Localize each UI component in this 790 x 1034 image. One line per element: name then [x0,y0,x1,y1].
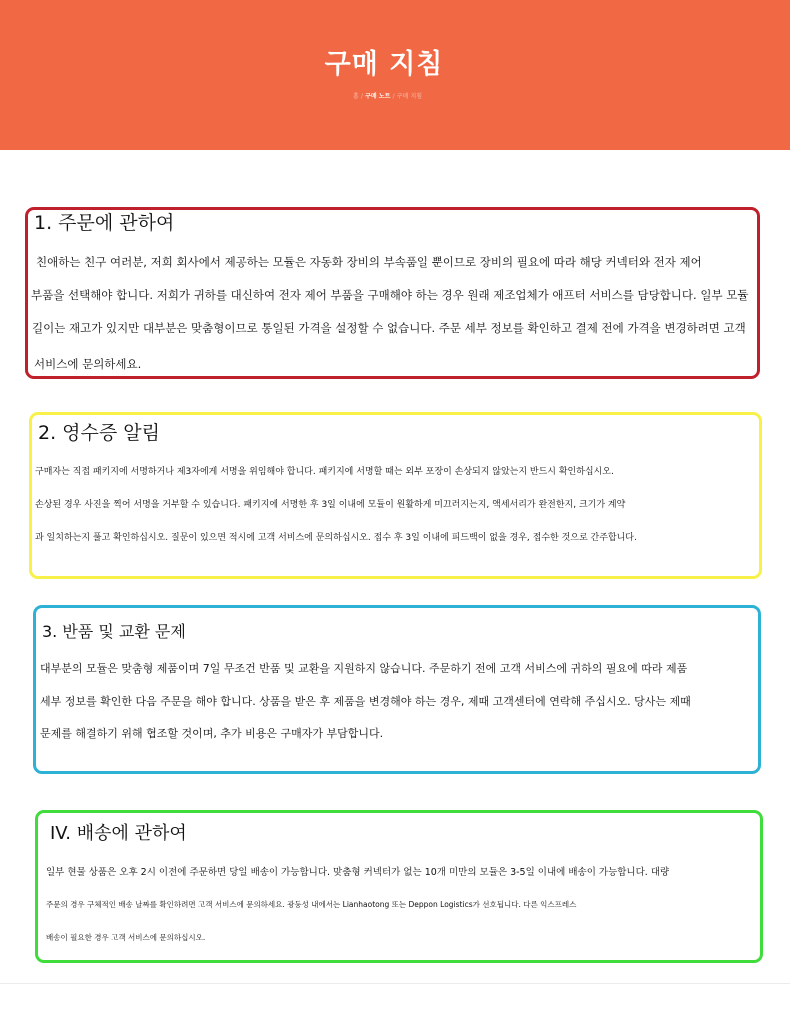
breadcrumb-separator: / [392,93,397,100]
section-returns-text-line: 대부분의 모듈은 맞춤형 제품이며 7일 무조건 반품 및 교환을 지원하지 않습니다. 주문하기 전에 고객 서비스에 귀하의 필요에 따라 제품 [40,662,688,675]
breadcrumb-separator: / [360,93,366,100]
breadcrumb-home-link[interactable]: 홈 [352,93,359,100]
section-returns-text-line: 세부 정보를 확인한 다음 주문을 해야 합니다. 상품을 받은 후 제품을 변경해야 하는 경우, 제때 고객센터에 연락해 주십시오. 당사는 제때 [40,695,691,708]
breadcrumb-current-link[interactable]: 구매 노트 [365,93,391,100]
section-shipping-text-line: 주문의 경우 구체적인 배송 날짜를 확인하려면 고객 서비스에 문의하세요. 광둥성 내에서는 Lianhaotong 또는 Deppon Logistics가 선호됩니다. 다른 익스프레스 [46,900,577,909]
section-receipt-text-line: 과 일치하는지 풀고 확인하십시오. 질문이 있으면 적시에 고객 서비스에 문의하십시오. 접수 후 3일 이내에 피드백이 없을 경우, 접수한 것으로 간주합니다. [35,533,637,543]
section-receipt-text-line: 구매자는 직접 패키지에 서명하거나 제3자에게 서명을 위임해야 합니다. 패키지에 서명할 때는 외부 포장이 손상되지 않았는지 반드시 확인하십시오. [35,467,614,477]
section-shipping-text-line: 일부 현물 상품은 오후 2시 이전에 주문하면 당일 배송이 가능합니다. 맞춤형 커넥터가 없는 10개 미만의 모듈은 3-5일 이내에 배송이 가능합니다. 대량 [46,867,670,878]
section-ordering-text-line: 친애하는 친구 여러분, 저희 회사에서 제공하는 모듈은 자동화 장비의 부속품일 뿐이므로 장비의 필요에 따라 해당 커넥터와 전자 제어 [36,255,702,269]
section-ordering-heading: 1. 주문에 관하여 [34,212,175,234]
section-shipping-heading: IV. 배송에 관하여 [50,823,187,844]
page-title: 구매 지침 [324,49,444,80]
section-ordering-text-line: 부품을 선택해야 합니다. 저희가 귀하를 대신하여 전자 제어 부품을 구매해야 하는 경우 원래 제조업체가 애프터 서비스를 담당합니다. 일부 모듈 [31,288,749,302]
section-shipping-text-line: 배송이 필요한 경우 고객 서비스에 문의하십시오. [46,933,206,942]
header-banner [0,0,790,150]
footer-divider [0,983,790,984]
section-returns-text-line: 문제를 해결하기 위해 협조할 것이며, 추가 비용은 구매자가 부담합니다. [40,727,384,740]
section-ordering-text-line: 길이는 재고가 있지만 대부분은 맞춤형이므로 통일된 가격을 설정할 수 없습니다. 주문 세부 정보를 확인하고 결제 전에 가격을 변경하려면 고객 [32,321,746,335]
section-returns-heading: 3. 반품 및 교환 문제 [42,622,186,641]
section-receipt-text-line: 손상된 경우 사진을 찍어 서명을 거부할 수 있습니다. 패키지에 서명한 후 3일 이내에 모듈이 원활하게 미끄러지는지, 액세서리가 완전한지, 크기가 계약 [35,500,626,510]
breadcrumb-trail: 구매 지침 [396,93,423,100]
section-receipt-heading: 2. 영수증 알림 [38,422,160,444]
section-ordering-text-line: 서비스에 문의하세요. [34,357,142,371]
breadcrumb [0,91,775,100]
